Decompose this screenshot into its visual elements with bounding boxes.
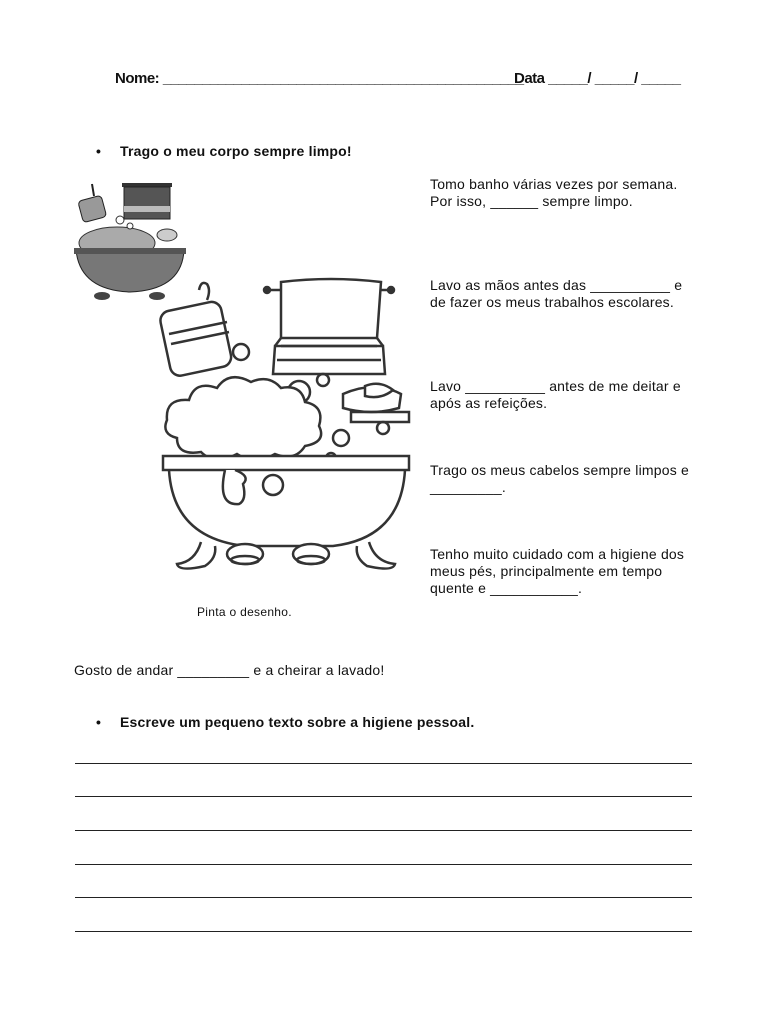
writing-line[interactable]	[75, 864, 692, 865]
section-heading-text: Escreve um pequeno texto sobre a higiene pessoal.	[120, 714, 475, 730]
writing-line[interactable]	[75, 796, 692, 797]
writing-line[interactable]	[75, 931, 692, 932]
bathtub-coloring-illustration	[155, 270, 415, 590]
bullet-icon: •	[96, 714, 102, 730]
writing-line[interactable]	[75, 830, 692, 831]
writing-line[interactable]	[75, 897, 692, 898]
bullet-icon: •	[96, 143, 102, 159]
paragraph-hair: Trago os meus cabelos sempre limpos e _________.	[430, 462, 689, 495]
paragraph-bath: Tomo banho várias vezes por semana. Por isso, ______ sempre limpo.	[430, 176, 678, 209]
name-field-label: Nome: ______________________________________________	[115, 70, 524, 87]
section-heading-text: Trago o meu corpo sempre limpo!	[120, 143, 352, 159]
date-field-label: Data _____/ _____/ _____	[514, 70, 681, 87]
section-heading-writing	[96, 714, 474, 730]
paragraph-feet: Tenho muito cuidado com a higiene dos meus pés, principalmente em tempo quente e ___________.	[430, 546, 685, 596]
writing-line[interactable]	[75, 763, 692, 764]
paragraph-teeth: Lavo __________ antes de me deitar e após as refeições.	[430, 378, 681, 411]
sentence-clean-clothes: Gosto de andar _________ e a cheirar a lavado!	[74, 662, 385, 678]
paragraph-hands: Lavo as mãos antes das __________ e de fazer os meus trabalhos escolares.	[430, 277, 683, 310]
section-heading-body-clean	[96, 143, 352, 159]
coloring-caption: Pinta o desenho.	[197, 605, 292, 619]
